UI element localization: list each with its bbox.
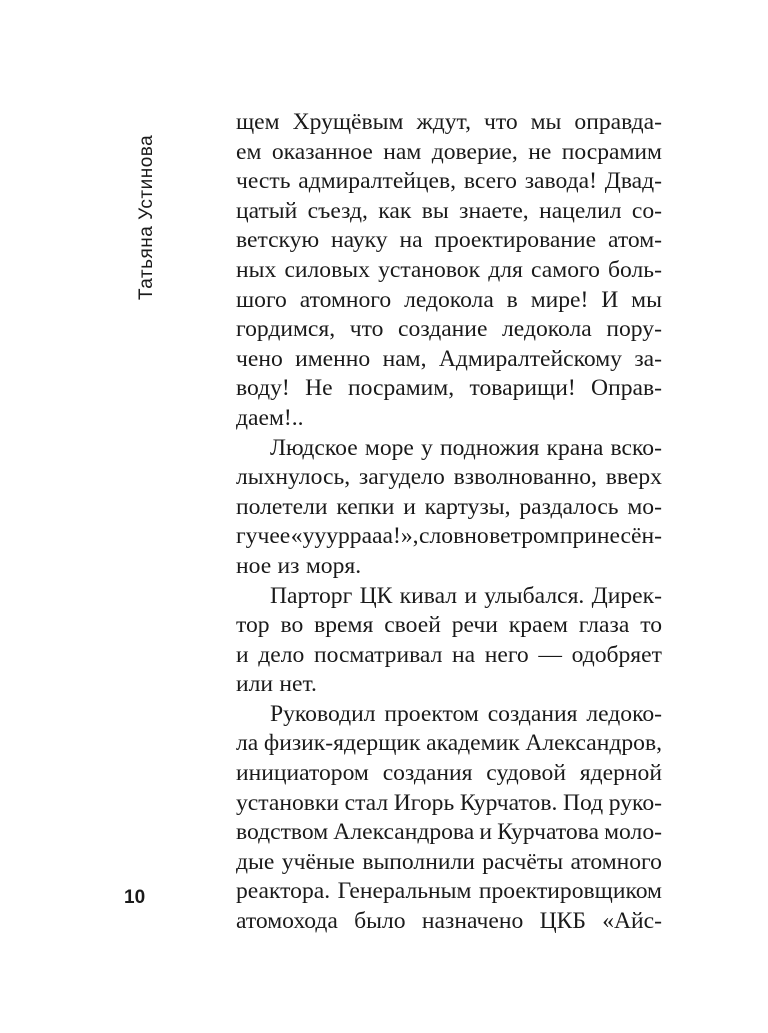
word: оправда- bbox=[574, 109, 662, 135]
word: стал bbox=[344, 789, 389, 816]
word: и bbox=[479, 819, 493, 846]
text-line bbox=[236, 138, 662, 168]
word: или bbox=[236, 671, 274, 698]
word: создания bbox=[487, 700, 578, 727]
word: полетели bbox=[236, 493, 328, 520]
text-line bbox=[236, 877, 662, 907]
word: на bbox=[399, 227, 423, 254]
text-line bbox=[236, 434, 662, 464]
word: ных bbox=[236, 256, 277, 283]
word: воду! bbox=[236, 375, 290, 402]
text-line bbox=[236, 670, 662, 700]
word: атомного bbox=[299, 286, 392, 313]
text-line bbox=[236, 641, 662, 671]
text-line bbox=[236, 463, 662, 493]
word: инициатором bbox=[236, 760, 369, 787]
word: одобряет bbox=[571, 641, 662, 668]
word: Не bbox=[305, 375, 333, 402]
word: щем bbox=[236, 109, 280, 135]
word: И bbox=[601, 286, 619, 313]
word: во bbox=[280, 612, 304, 639]
word: боль- bbox=[608, 256, 662, 283]
word: учёные bbox=[281, 848, 355, 875]
word: кивал bbox=[399, 582, 458, 609]
text-line bbox=[236, 552, 662, 582]
word: реактора. bbox=[236, 878, 331, 905]
word: что bbox=[483, 109, 518, 135]
text-line bbox=[236, 582, 662, 612]
word: атом- bbox=[607, 227, 662, 254]
word: создание bbox=[398, 316, 488, 343]
word: как bbox=[378, 197, 412, 224]
word: мире! bbox=[530, 286, 589, 313]
word: посрамим, bbox=[348, 375, 455, 402]
word: ла bbox=[236, 730, 259, 757]
word: Хрущёвым bbox=[292, 109, 404, 135]
word: Александрова bbox=[333, 819, 475, 846]
word: самого bbox=[531, 256, 600, 283]
word: подножия bbox=[440, 434, 540, 461]
word: мо- bbox=[627, 493, 662, 520]
word: Адмиралтейскому bbox=[438, 345, 622, 372]
word: было bbox=[354, 908, 406, 935]
word: силовых bbox=[284, 256, 370, 283]
word: и bbox=[464, 582, 477, 609]
word: физик-ядерщик bbox=[263, 730, 421, 757]
text-line bbox=[236, 167, 662, 197]
word: ем bbox=[236, 138, 262, 165]
text-line bbox=[236, 789, 662, 819]
word: академик bbox=[426, 730, 520, 757]
word: назначено bbox=[421, 908, 524, 935]
word: мы bbox=[631, 286, 662, 313]
word: и bbox=[236, 641, 249, 668]
word: честь bbox=[236, 168, 291, 195]
word: ледоко- bbox=[586, 700, 662, 727]
word: «уууррааа!», bbox=[290, 523, 419, 550]
word: именно bbox=[295, 345, 371, 372]
word: Оправ- bbox=[591, 375, 662, 402]
text-line bbox=[236, 315, 662, 345]
word: речи bbox=[451, 612, 498, 639]
word: Руководил bbox=[270, 700, 376, 727]
word: ледокола bbox=[404, 286, 494, 313]
word: принесён- bbox=[559, 523, 662, 550]
word: вверх bbox=[605, 464, 662, 491]
word: проектом bbox=[384, 700, 479, 727]
word: атомного bbox=[570, 848, 662, 875]
text-line bbox=[236, 197, 662, 227]
word: ЦК bbox=[359, 582, 393, 609]
text-line bbox=[236, 286, 662, 316]
word: для bbox=[488, 256, 523, 283]
word: атомохода bbox=[236, 908, 338, 935]
word: картузы, bbox=[424, 493, 511, 520]
word: то bbox=[640, 612, 662, 639]
word: лыхнулось, bbox=[236, 464, 351, 491]
word: доверие, bbox=[431, 138, 518, 165]
word: в bbox=[506, 286, 518, 313]
word: дело bbox=[258, 641, 305, 668]
word: Дирек- bbox=[591, 582, 662, 609]
text-line bbox=[236, 345, 662, 375]
word: ядерной bbox=[579, 760, 662, 787]
word: раздалось bbox=[519, 493, 619, 520]
word: водством bbox=[236, 819, 329, 846]
word: Курчатова bbox=[497, 819, 599, 846]
word: нет. bbox=[279, 671, 317, 698]
word: вы bbox=[421, 197, 449, 224]
word: гучее bbox=[236, 523, 291, 550]
word: установки bbox=[236, 789, 339, 816]
text-line bbox=[236, 848, 662, 878]
word: посматривал bbox=[313, 641, 443, 668]
word: Игорь bbox=[393, 789, 455, 816]
word: «Айс- bbox=[602, 908, 662, 935]
word: даем!.. bbox=[236, 404, 304, 431]
word: него bbox=[484, 641, 529, 668]
text-line bbox=[236, 226, 662, 256]
word: установок bbox=[378, 256, 481, 283]
word: моло- bbox=[604, 819, 662, 846]
word: ждут, bbox=[416, 109, 471, 135]
text-line bbox=[236, 907, 662, 937]
word: тор bbox=[236, 612, 270, 639]
word: пору- bbox=[606, 316, 662, 343]
word: дые bbox=[236, 848, 275, 875]
word: Людское bbox=[270, 434, 358, 461]
word: ветскую bbox=[236, 227, 320, 254]
word: руко- bbox=[608, 789, 662, 816]
text-line bbox=[236, 256, 662, 286]
text-line bbox=[236, 522, 662, 552]
word: товарищи! bbox=[469, 375, 576, 402]
word: Парторг bbox=[270, 582, 353, 609]
word: нам bbox=[383, 138, 422, 165]
word: завода! bbox=[524, 168, 597, 195]
word: чено bbox=[236, 345, 283, 372]
word: и bbox=[403, 493, 416, 520]
body-text bbox=[236, 108, 662, 937]
word: Двад- bbox=[604, 168, 662, 195]
word: оказанное bbox=[271, 138, 373, 165]
word: посрамим bbox=[561, 138, 662, 165]
word: Александров, bbox=[525, 730, 662, 757]
word: выполнили bbox=[362, 848, 475, 875]
word: Курчатов. bbox=[459, 789, 558, 816]
text-line bbox=[236, 759, 662, 789]
word: адмиралтейцев, bbox=[298, 168, 457, 195]
word: Генеральным bbox=[337, 878, 472, 905]
word: нацелил bbox=[539, 197, 622, 224]
text-line bbox=[236, 374, 662, 404]
word: что bbox=[349, 316, 384, 343]
text-line bbox=[236, 818, 662, 848]
text-line bbox=[236, 108, 662, 138]
word: съезд, bbox=[307, 197, 368, 224]
word: со- bbox=[631, 197, 662, 224]
word: ветром bbox=[489, 523, 560, 550]
word: из bbox=[277, 552, 300, 579]
word: нам, bbox=[382, 345, 427, 372]
word: науку bbox=[330, 227, 388, 254]
word: крана bbox=[546, 434, 604, 461]
word: — bbox=[538, 641, 562, 668]
word: загудело bbox=[358, 464, 445, 491]
word: глаза bbox=[578, 612, 630, 639]
word: знаете, bbox=[459, 197, 529, 224]
word: ЦКБ bbox=[539, 908, 586, 935]
word: гордимся, bbox=[236, 316, 336, 343]
word: краем bbox=[508, 612, 568, 639]
page-number: 10 bbox=[124, 887, 146, 908]
word: улыбался. bbox=[484, 582, 585, 609]
word: за- bbox=[634, 345, 662, 372]
word: цатый bbox=[236, 197, 298, 224]
word: проектирование bbox=[434, 227, 597, 254]
text-line bbox=[236, 611, 662, 641]
word: море bbox=[364, 434, 414, 461]
text-line bbox=[236, 729, 662, 759]
word: Под bbox=[562, 789, 604, 816]
word: вско- bbox=[610, 434, 662, 461]
word: ное bbox=[236, 552, 272, 579]
word: не bbox=[528, 138, 552, 165]
word: у bbox=[421, 434, 433, 461]
word: кепки bbox=[336, 493, 395, 520]
text-line bbox=[236, 700, 662, 730]
word: моря. bbox=[305, 552, 362, 579]
word: своей bbox=[384, 612, 441, 639]
word: расчёты bbox=[482, 848, 564, 875]
word: ледокола bbox=[502, 316, 592, 343]
text-line bbox=[236, 493, 662, 523]
word: взволнованно, bbox=[453, 464, 597, 491]
text-line bbox=[236, 404, 662, 434]
word: создания bbox=[382, 760, 473, 787]
word: словно bbox=[419, 523, 489, 550]
word: всего bbox=[463, 168, 517, 195]
word: время bbox=[314, 612, 374, 639]
word: на bbox=[452, 641, 476, 668]
word: шого bbox=[236, 286, 287, 313]
word: мы bbox=[530, 109, 562, 135]
word: судовой bbox=[486, 760, 566, 787]
word: проектировщиком bbox=[478, 878, 662, 905]
